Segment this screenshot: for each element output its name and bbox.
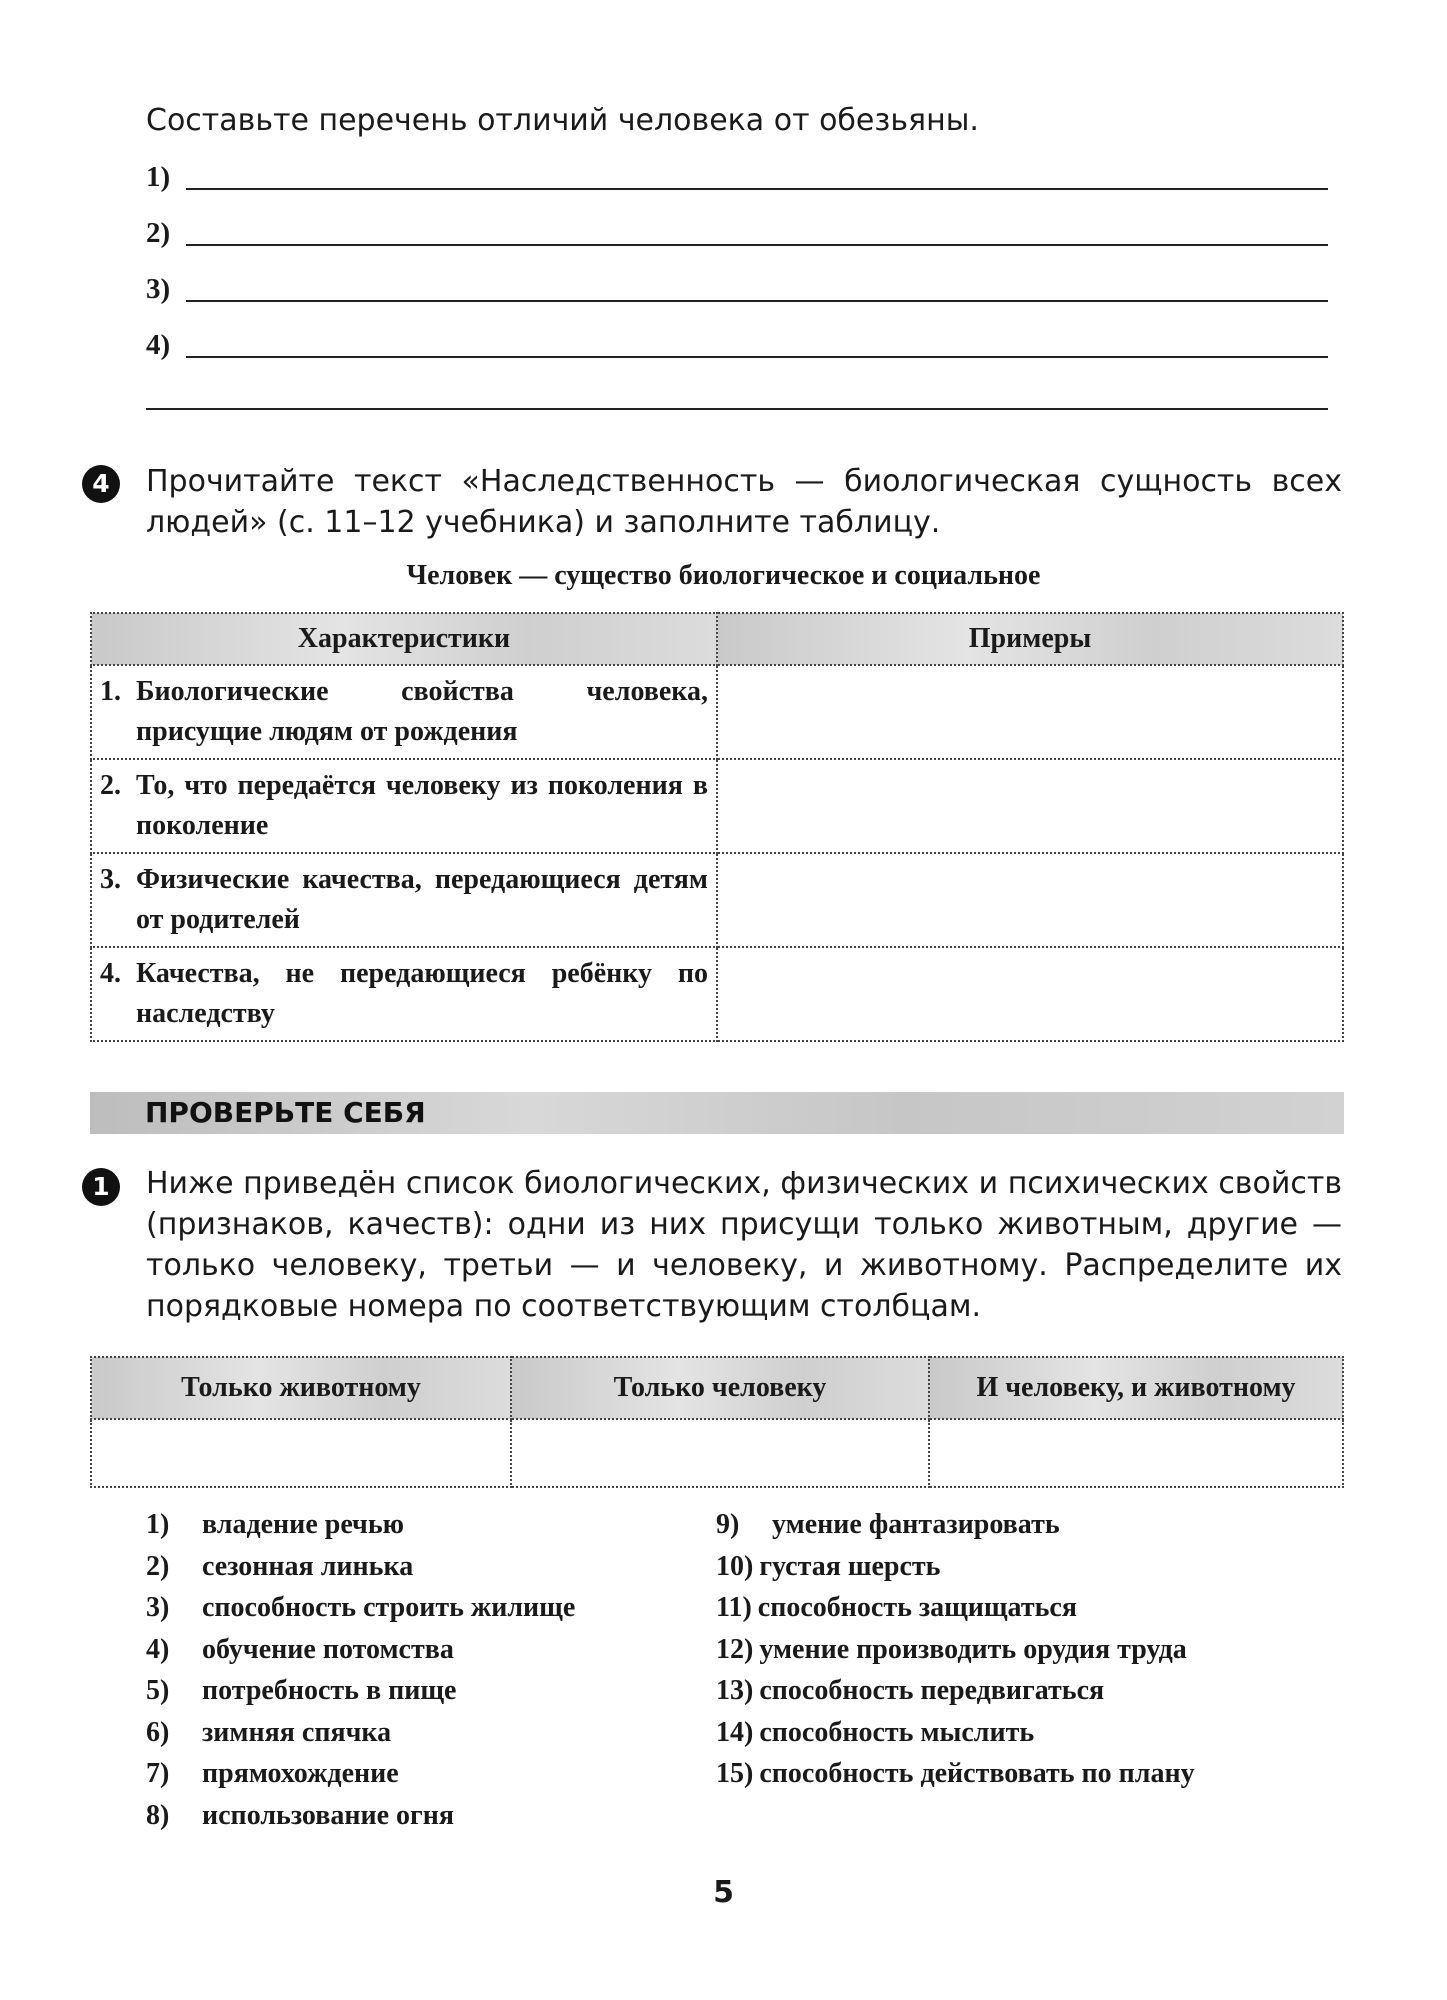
properties-list-right — [716, 1504, 1195, 1795]
list-item: 8) использование огня — [146, 1799, 455, 1831]
section-title: ПРОВЕРЬТЕ СЕБЯ — [145, 1096, 426, 1129]
intro-question: Составьте перечень отличий человека от обезьяны. — [146, 103, 979, 138]
table-row — [91, 853, 1343, 947]
task-1-text: Ниже приведён список биологических, физических и психических свойств (признаков, качеств): одни из них присущи только животным, другие — только человеку, третьи — и человеку, и животному. Распределите их порядковые номера по соответствующим столбцам. — [146, 1166, 1342, 1324]
answer-rule — [146, 408, 1328, 410]
answer-line-2[interactable] — [146, 210, 1328, 250]
list-item: 5) потребность в пище — [146, 1675, 457, 1706]
table-row — [91, 947, 1343, 1041]
examples-answer-cell[interactable] — [717, 947, 1343, 1041]
column-header-animals-only: Только животному — [91, 1357, 511, 1419]
list-item: 7) прямохождение — [146, 1758, 399, 1789]
list-item: 4) обучение потомства — [146, 1633, 454, 1665]
answer-line-number: 3) — [146, 273, 171, 305]
row-number: 2. — [100, 770, 121, 801]
table-row — [91, 759, 1343, 853]
answer-cell-animals-only[interactable] — [91, 1419, 511, 1487]
row-characteristic: Качества, не передающиеся ребёнку по наследству — [136, 958, 708, 1029]
answer-line-3[interactable] — [146, 266, 1328, 306]
answer-cell-both[interactable] — [929, 1419, 1343, 1487]
list-item: 9) умение фантазировать — [716, 1509, 1060, 1540]
list-item: 3) способность строить жилище — [146, 1592, 576, 1623]
list-item: 1) владение речью — [146, 1509, 405, 1540]
answer-rule — [186, 188, 1328, 190]
row-characteristic: Биологические свойства человека, присущие людям от рождения — [136, 676, 708, 747]
column-header-characteristics: Характеристики — [91, 613, 717, 665]
row-characteristic: Физические качества, передающиеся детям от родителей — [136, 864, 708, 935]
table-row — [91, 665, 1343, 759]
answer-line-number: 1) — [146, 161, 171, 193]
classification-table — [90, 1356, 1344, 1488]
examples-answer-cell[interactable] — [717, 759, 1343, 853]
answer-cell-humans-only[interactable] — [511, 1419, 929, 1487]
page-number: 5 — [713, 1875, 734, 1910]
task-number-badge: 1 — [82, 1168, 120, 1206]
answer-line-number: 4) — [146, 329, 171, 361]
task-number-badge: 4 — [82, 465, 120, 503]
task-4-text: Прочитайте текст «Наследственность — биологическая сущность всех людей» (с. 11–12 учебника) и заполните таблицу. — [146, 464, 1342, 540]
row-number: 4. — [100, 958, 121, 989]
list-item: 14) способность мыслить — [716, 1716, 1035, 1748]
list-item: 12) умение производить орудия труда — [716, 1633, 1187, 1665]
answer-line-4[interactable] — [146, 322, 1328, 362]
answer-rule — [186, 356, 1328, 358]
section-banner — [90, 1092, 1344, 1134]
examples-answer-cell[interactable] — [717, 853, 1343, 947]
examples-answer-cell[interactable] — [717, 665, 1343, 759]
characteristics-table — [90, 612, 1344, 1042]
list-item: 13) способность передвигаться — [716, 1675, 1105, 1706]
list-item: 11) способность защищаться — [716, 1592, 1077, 1623]
list-item: 6) зимняя спячка — [146, 1716, 392, 1748]
row-number: 3. — [100, 864, 121, 895]
answer-rule — [186, 244, 1328, 246]
row-characteristic: То, что передаётся человеку из поколения в поколение — [136, 770, 708, 841]
answer-line-1[interactable] — [146, 154, 1328, 194]
list-item: 10) густая шерсть — [716, 1550, 941, 1582]
column-header-both: И человеку, и животному — [929, 1357, 1343, 1419]
answer-line-5[interactable] — [146, 374, 1328, 414]
table-title: Человек — существо биологическое и социальное — [406, 560, 1041, 591]
answer-rule — [186, 300, 1328, 302]
answer-line-number: 2) — [146, 217, 171, 249]
column-header-examples: Примеры — [717, 613, 1343, 665]
properties-list-left — [146, 1504, 575, 1836]
row-number: 1. — [100, 676, 121, 707]
column-header-humans-only: Только человеку — [511, 1357, 929, 1419]
list-item: 2) сезонная линька — [146, 1550, 414, 1582]
list-item: 15) способность действовать по плану — [716, 1758, 1195, 1789]
